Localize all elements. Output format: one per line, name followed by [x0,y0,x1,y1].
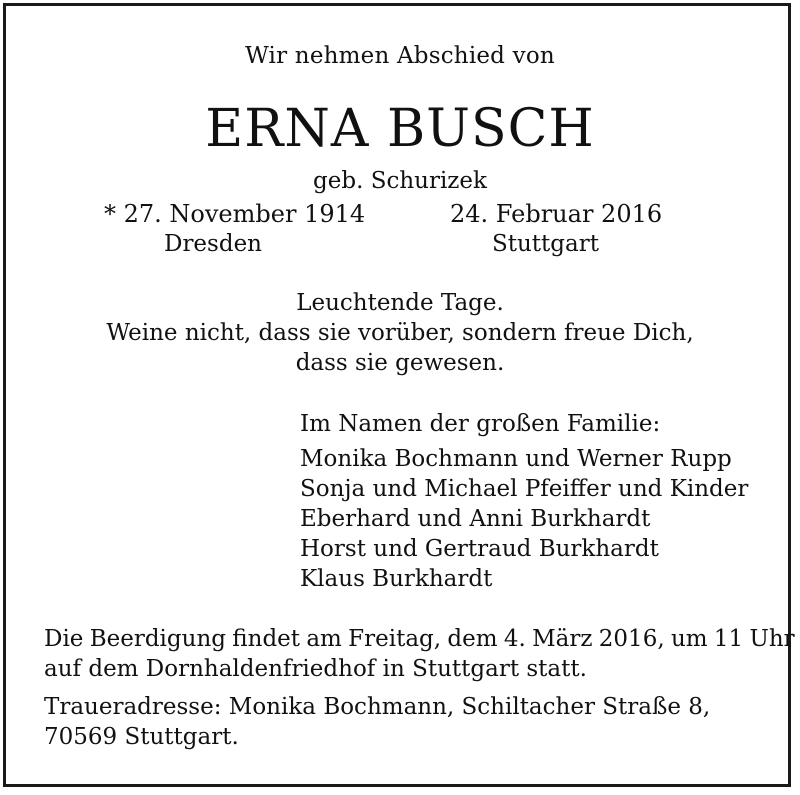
mourning-address-line: 70569 Stuttgart. [44,724,239,750]
funeral-info-line: Die Beerdigung findet am Freitag, dem 4. März 2016, um 11 Uhr [44,626,795,652]
death-place: Stuttgart [492,231,599,257]
family-member: Klaus Burkhardt [300,566,493,592]
birth-date: * 27. November 1914 [104,200,366,228]
funeral-info-line: auf dem Dornhaldenfriedhof in Stuttgart statt. [44,656,587,682]
family-heading: Im Namen der großen Familie: [300,411,661,437]
birth-place: Dresden [164,231,262,257]
family-member: Monika Bochmann und Werner Rupp [300,446,732,472]
verse-line: Weine nicht, dass sie vorüber, sondern freue Dich, [106,320,694,346]
death-date: 24. Februar 2016 [450,200,663,228]
verse-line: dass sie gewesen. [295,350,505,376]
family-member: Horst und Gertraud Burkhardt [300,536,659,562]
family-member: Sonja und Michael Pfeiffer und Kinder [300,476,749,502]
family-member: Eberhard und Anni Burkhardt [300,506,651,532]
intro-line: Wir nehmen Abschied von [245,43,555,69]
birth-name: geb. Schurizek [313,168,487,194]
verse-line: Leuchtende Tage. [296,290,504,316]
deceased-name: ERNA BUSCH [205,99,595,159]
mourning-address-line: Traueradresse: Monika Bochmann, Schiltacher Straße 8, [44,694,711,720]
